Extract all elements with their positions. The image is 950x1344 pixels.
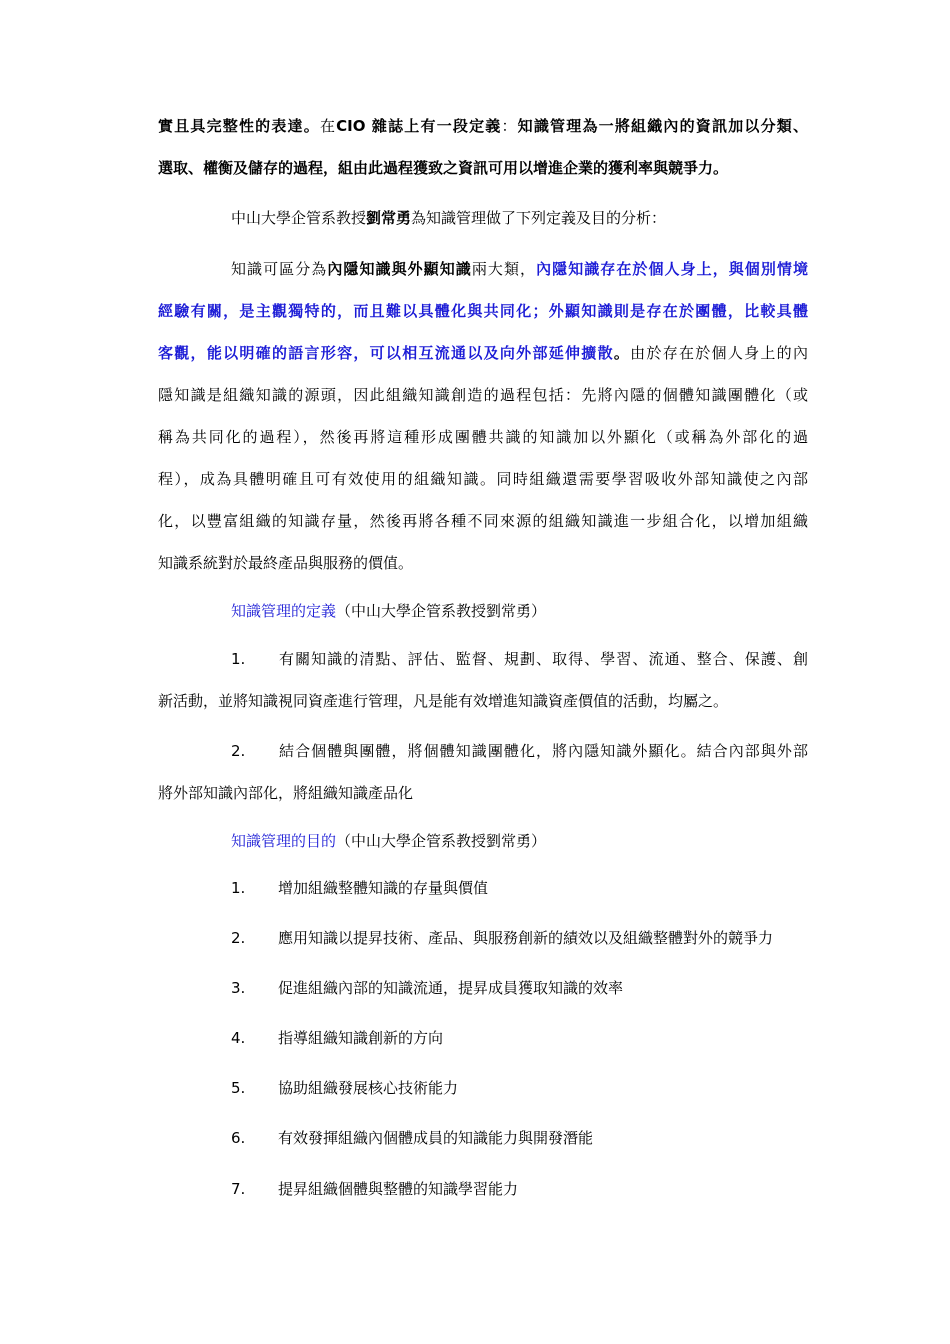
definer-paragraph: 中山大學企管系教授劉常勇為知識管理做了下列定義及目的分析： [231,209,667,227]
list-number: 7. [231,1180,246,1198]
definition-item-1-line-1: 1. 有關知識的清點、評估、監督、規劃、取得、學習、流通、整合、保護、創 [231,650,808,668]
purpose-item-5: 5. 協助組織發展核心技術能力 [231,1079,459,1097]
list-number: 4. [231,1029,246,1047]
definition-item-2-line-1: 2. 結合個體與團體，將個體知識團體化，將內隱知識外顯化。結合內部與外部 [231,742,808,760]
purpose-heading: 知識管理的目的（中山大學企管系教授劉常勇） [231,832,547,850]
knowledge-line-4: 隱知識是組織知識的源頭，因此組織知識創造的過程包括：先將內隱的個體知識團體化（或 [158,386,808,404]
list-number: 1. [231,650,246,668]
knowledge-line-6: 程），成為具體明確且可有效使用的組織知識。同時組織還需要學習吸收外部知識使之內部 [158,470,808,488]
purpose-item-2: 2. 應用知識以提昇技術、產品、與服務創新的績效以及組織整體對外的競爭力 [231,929,774,947]
list-number: 6. [231,1129,246,1147]
knowledge-line-5: 稱為共同化的過程），然後再將這種形成團體共識的知識加以外顯化（或稱為外部化的過 [158,428,808,446]
list-number: 2. [231,742,246,760]
list-number: 1. [231,879,246,897]
purpose-item-6: 6. 有效發揮組織內個體成員的知識能力與開發潛能 [231,1129,594,1147]
knowledge-line-7: 化，以豐富組織的知識存量，然後再將各種不同來源的組織知識進一步組合化，以增加組織 [158,512,808,530]
purpose-item-1: 1. 增加組織整體知識的存量與價值 [231,879,489,897]
knowledge-line-3: 客觀，能以明確的語言形容，可以相互流通以及向外部延伸擴散。由於存在於個人身上的內 [158,344,808,362]
list-number: 3. [231,979,246,997]
definition-item-1-line-2: 新活動，並將知識視同資產進行管理，凡是能有效增進知識資產價值的活動，均屬之。 [158,692,729,710]
purpose-item-3: 3. 促進組織內部的知識流通，提昇成員獲取知識的效率 [231,979,624,997]
intro-line-2: 選取、權衡及儲存的過程，組由此過程獲致之資訊可用以增進企業的獲利率與競爭力。 [158,159,729,177]
knowledge-line-2: 經驗有關，是主觀獨特的，而且難以具體化與共同化；外顯知識則是存在於團體，比較具體 [158,302,808,320]
purpose-item-7: 7. 提昇組織個體與整體的知識學習能力 [231,1180,519,1198]
knowledge-line-8: 知識系統對於最終產品與服務的價值。 [158,554,414,572]
list-number: 5. [231,1079,246,1097]
knowledge-line-1: 知識可區分為內隱知識與外顯知識兩大類，內隱知識存在於個人身上，與個別情境 [231,260,808,278]
list-number: 2. [231,929,246,947]
purpose-item-4: 4. 指導組織知識創新的方向 [231,1029,444,1047]
definition-item-2-line-2: 將外部知識內部化，將組織知識產品化 [158,784,414,802]
definition-heading: 知識管理的定義（中山大學企管系教授劉常勇） [231,602,547,620]
intro-line-1: 實且具完整性的表達。在CIO 雜誌上有一段定義：知識管理為一將組織內的資訊加以分類、 [158,117,808,135]
